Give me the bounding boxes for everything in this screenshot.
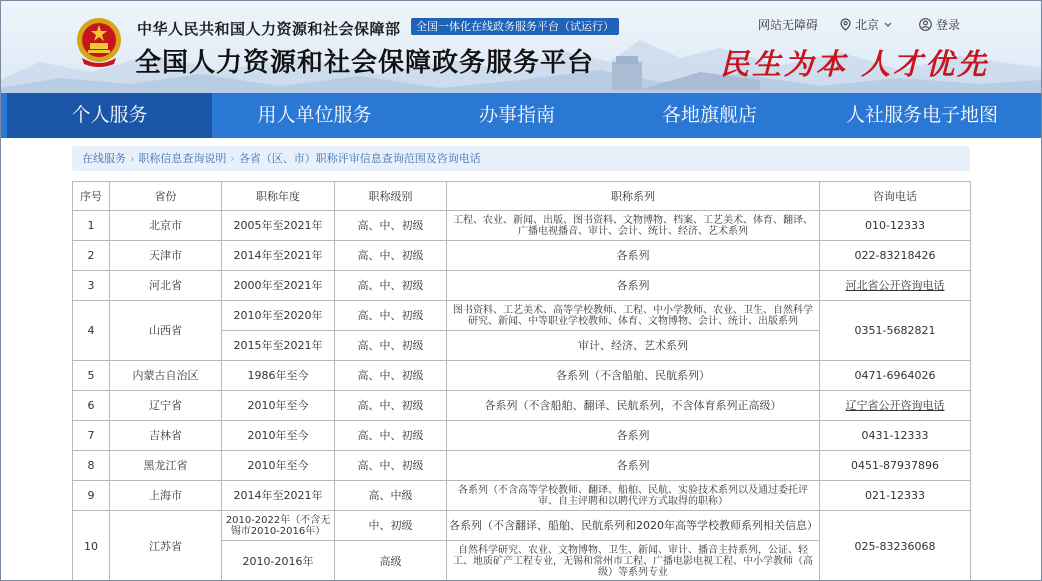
breadcrumb-separator: › [130,152,135,165]
cell-year: 2010-2022年（不含无锡市2010-2016年） [222,511,335,541]
cell-level: 高、中、初级 [335,331,447,361]
ministry-name: 中华人民共和国人力资源和社会保障部 [137,20,401,38]
table-row [73,211,971,241]
cell-province: 天津市 [110,241,222,271]
table-row [73,451,971,481]
col-header-level: 职称级别 [335,182,447,211]
cell-phone: 0471-6964026 [820,361,971,391]
liaoning-phone-link[interactable]: 辽宁省公开咨询电话 [845,398,945,412]
cell-year: 2000年至2021年 [222,271,335,301]
breadcrumb-title-info[interactable]: 职称信息查询说明 [138,152,227,165]
table-row [73,271,971,301]
col-header-phone: 咨询电话 [820,182,971,211]
cell-phone: 022-83218426 [820,241,971,271]
cell-no: 6 [73,391,110,421]
cell-province: 山西省 [110,301,222,361]
platform-title: 全国人力资源和社会保障政务服务平台 [135,48,595,78]
chevron-down-icon [883,21,893,29]
cell-series: 各系列 [447,271,820,301]
cell-no: 10 [73,511,110,581]
table-row [73,391,971,421]
cell-series: 审计、经济、艺术系列 [447,331,820,361]
cell-phone [820,391,971,421]
cell-no: 7 [73,421,110,451]
cell-phone [820,271,971,301]
table-row [73,421,971,451]
title-inquiry-table [72,181,971,581]
cell-series: 图书资料、工艺美术、高等学校教师、工程、中小学教师、农业、卫生、自然科学研究、新闻、中等职业学校教师、体育、文物博物、会计、统计、出版系列 [447,301,820,331]
cell-province: 辽宁省 [110,391,222,421]
cell-year: 2010年至今 [222,421,335,451]
cell-level: 高、中、初级 [335,391,447,421]
cell-year: 2005年至2021年 [222,211,335,241]
table-header-row [73,182,971,211]
cell-no: 8 [73,451,110,481]
location-selector[interactable] [840,16,897,33]
cell-no: 2 [73,241,110,271]
cell-year: 1986年至今 [222,361,335,391]
nav-spacer [0,93,7,138]
breadcrumb [72,146,970,171]
cell-level: 高级 [335,541,447,581]
cell-phone: 0431-12333 [820,421,971,451]
cell-level: 高、中、初级 [335,301,447,331]
cell-series: 各系列 [447,241,820,271]
col-header-no: 序号 [73,182,110,211]
cell-level: 中、初级 [335,511,447,541]
col-header-province: 省份 [110,182,222,211]
cell-level: 高、中、初级 [335,421,447,451]
site-header [0,0,1042,93]
table-row [73,361,971,391]
nav-personal-services[interactable]: 个人服务 [7,93,212,138]
national-emblem-icon [74,14,124,68]
table-row [73,241,971,271]
cell-no: 3 [73,271,110,301]
cell-series: 各系列（不含船舶、翻译、民航系列，不含体育系列正高级） [447,391,820,421]
cell-series: 各系列（不含船舶、民航系列） [447,361,820,391]
cell-level: 高、中级 [335,481,447,511]
cell-province: 江苏省 [110,511,222,581]
cell-phone: 0451-87937896 [820,451,971,481]
cell-phone: 025-83236068 [820,511,971,581]
cell-phone: 021-12333 [820,481,971,511]
breadcrumb-separator: › [230,152,235,165]
breadcrumb-online-services[interactable]: 在线服务 [82,152,126,165]
cell-province: 黑龙江省 [110,451,222,481]
login-label: 登录 [936,18,961,32]
login-link[interactable] [919,16,960,33]
cell-year: 2010年至今 [222,391,335,421]
nav-employer-services[interactable]: 用人单位服务 [257,104,372,126]
cell-no: 1 [73,211,110,241]
location-pin-icon [840,18,851,31]
cell-year: 2010-2016年 [222,541,335,581]
platform-tag: 全国一体化在线政务服务平台（试运行） [411,18,619,35]
cell-level: 高、中、初级 [335,211,447,241]
cell-province: 吉林省 [110,421,222,451]
main-nav [0,93,1042,138]
cell-level: 高、中、初级 [335,271,447,301]
cell-year: 2010年至2020年 [222,301,335,331]
nav-local-flagship[interactable]: 各地旗舰店 [661,104,757,126]
cell-province: 内蒙古自治区 [110,361,222,391]
cell-province: 河北省 [110,271,222,301]
cell-series: 各系列 [447,451,820,481]
cell-province: 北京市 [110,211,222,241]
cell-level: 高、中、初级 [335,451,447,481]
nav-service-guide[interactable]: 办事指南 [478,104,555,126]
cell-phone: 010-12333 [820,211,971,241]
breadcrumb-current: 各省（区、市）职称评审信息查询范围及咨询电话 [238,152,481,165]
location-label: 北京 [855,18,880,32]
cell-series: 工程、农业、新闻、出版、图书资料、文物博物、档案、工艺美术、体育、翻译、广播电视播音、审计、会计、统计、经济、艺术系列 [447,211,820,241]
cell-year: 2015年至2021年 [222,331,335,361]
cell-no: 4 [73,301,110,361]
col-header-year: 职称年度 [222,182,335,211]
nav-service-map[interactable]: 人社服务电子地图 [845,104,998,126]
slogan: 民生为本 人才优先 [720,47,990,81]
table-row [73,511,971,541]
top-links [758,16,982,33]
cell-province: 上海市 [110,481,222,511]
cell-level: 高、中、初级 [335,241,447,271]
cell-year: 2014年至2021年 [222,481,335,511]
cell-year: 2010年至今 [222,451,335,481]
user-icon [919,18,932,31]
cell-no: 5 [73,361,110,391]
cell-no: 9 [73,481,110,511]
cell-phone: 0351-5682821 [820,301,971,361]
cell-series: 各系列（不含高等学校教师、翻译、船舶、民航、实验技术系列以及通过委托评审、自主评聘和以聘代评方式取得的职称） [447,481,820,511]
hebei-phone-link[interactable]: 河北省公开咨询电话 [845,278,945,292]
cell-level: 高、中、初级 [335,361,447,391]
table-row [73,301,971,331]
accessibility-link[interactable]: 网站无障碍 [758,18,819,32]
col-header-series: 职称系列 [447,182,820,211]
table-row [73,481,971,511]
cell-series: 自然科学研究、农业、文物博物、卫生、新闻、审计、播音主持系列，公证、轻工、地质矿产工程专业，无锡和常州市工程、广播电影电视工程、中小学教师（高级）等系列专业 [447,541,820,581]
cell-series: 各系列 [447,421,820,451]
cell-series: 各系列（不含翻译、船舶、民航系列和2020年高等学校教师系列相关信息） [447,511,820,541]
cell-year: 2014年至2021年 [222,241,335,271]
